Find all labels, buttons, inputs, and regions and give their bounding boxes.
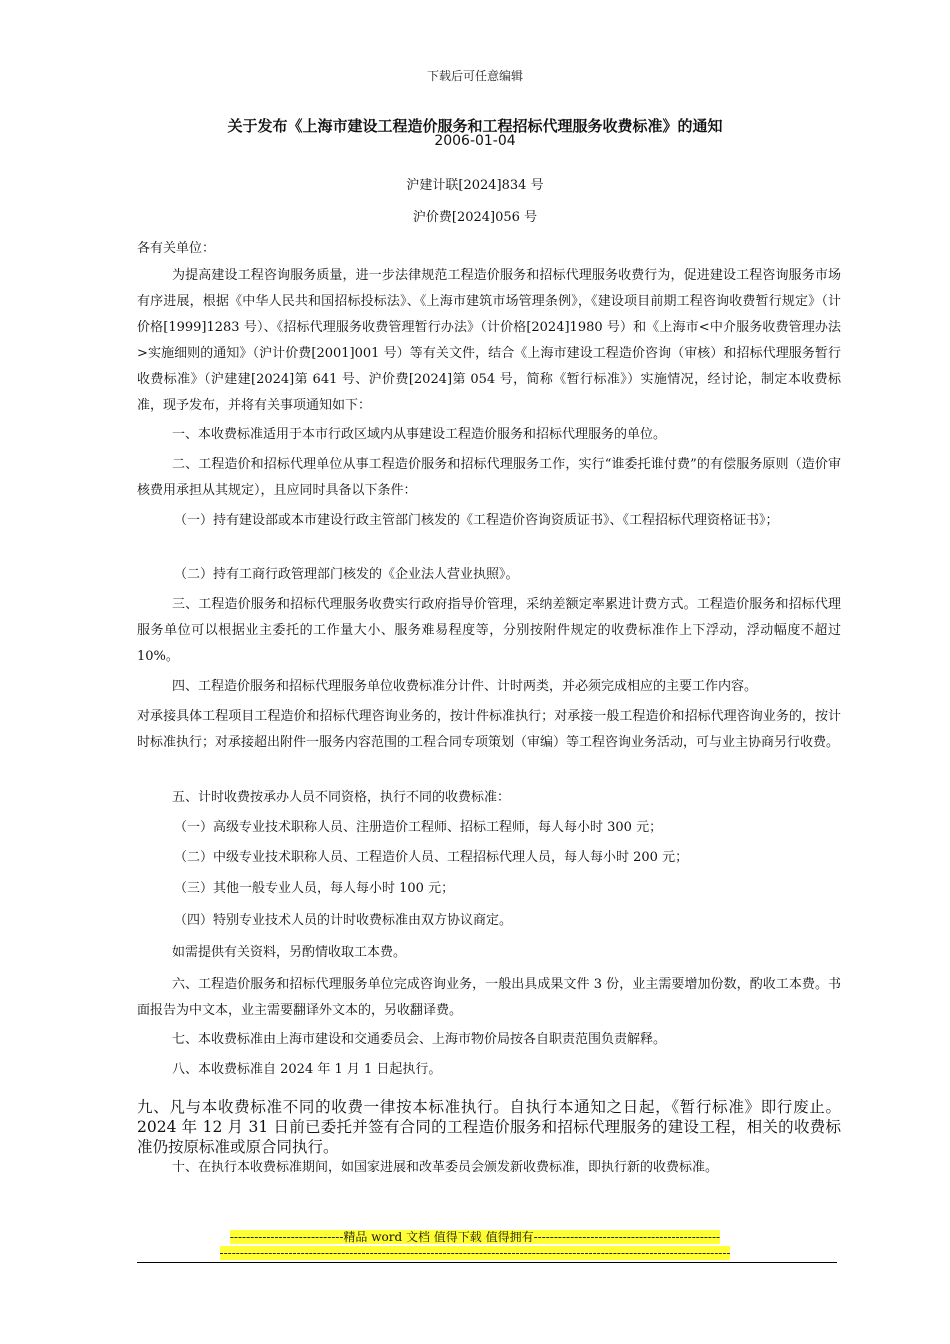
footer-banner-line-1 (0, 1229, 950, 1245)
doc-number-1: 沪建计联[2024]834 号 (406, 178, 544, 193)
item-2-2: （二）持有工商行政管理部门核发的《企业法人营业执照》。 (174, 567, 519, 582)
salutation: 各有关单位： (137, 241, 216, 256)
document-title: 关于发布《上海市建设工程造价服务和工程招标代理服务收费标准》的通知 (227, 117, 723, 135)
item-6: 六、工程造价服务和招标代理服务单位完成咨询业务，一般出具成果文件 3 份，业主需要增加份数，酌收工本费。书面报告为中文本，业主需要翻译外文本的，另收翻译费。 (137, 977, 841, 1018)
intro-paragraph: 为提高建设工程咨询服务质量，进一步法律规范工程造价服务和招标代理服务收费行为，促进建设工程咨询服务市场有序进展，根据《中华人民共和国招标投标法》、《上海市建筑市场管理条例》，《建设项目前期工程咨询收费暂行规定》（计价格[1999]1283 号）、《招标代理服务收费管理暂行办法》（计价格[2024]1980 号）和《上海市<中介服务收费管理办法>实施细则的通知》（沪计价费[2001]001 号）等有关文件，结合《上海市建设工程造价咨询（审核）和招标代理服务暂行收费标准》（沪建建[2024]第 641 号、沪价费[2024]第 054 号，简称《暂行标准》）实施情况，经讨论，制定本收费标准，现予发布，并将有关事项通知如下： (137, 268, 841, 413)
item-3: 三、工程造价服务和招标代理服务收费实行政府指导价管理，采纳差额定率累进计费方式。工程造价服务和招标代理服务单位可以根据业主委托的工作量大小、服务难易程度等，分别按附件规定的收费标准作上下浮动，浮动幅度不超过 10%。 (137, 597, 841, 664)
doc-number-2: 沪价费[2024]056 号 (412, 210, 538, 225)
item-5-2: （二）中级专业技术职称人员、工程造价人员、工程招标代理人员，每人每小时 200 元； (174, 850, 689, 865)
footer-banner-text-2: ------------------------------------------------------------------------------------------------------------------------------ (219, 1246, 731, 1260)
footer-rule (137, 1262, 837, 1263)
item-5-3: （三）其他一般专业人员，每人每小时 100 元； (174, 881, 455, 896)
document-date: 2006-01-04 (434, 133, 516, 149)
item-8: 八、本收费标准自 2024 年 1 月 1 日起执行。 (172, 1062, 442, 1077)
item-2-1: （一）持有建设部或本市建设行政主管部门核发的《工程造价咨询资质证书》、《工程招标代理资格证书》； (174, 513, 779, 528)
item-5-4: （四）特别专业技术人员的计时收费标准由双方协议商定。 (174, 913, 513, 928)
item-5-1: （一）高级专业技术职称人员、注册造价工程师、招标工程师，每人每小时 300 元； (174, 820, 663, 835)
footer-banner-text-1: ----------------------------精品 word 文档 值得下载 值得拥有---------------------------------------------- (229, 1230, 721, 1244)
item-4: 四、工程造价服务和招标代理服务单位收费标准分计件、计时两类，并必须完成相应的主要工作内容。 (172, 679, 758, 694)
item-7: 七、本收费标准由上海市建设和交通委员会、上海市物价局按各自职责范围负责解释。 (172, 1032, 667, 1047)
item-5-note: 如需提供有关资料，另酌情收取工本费。 (172, 945, 407, 960)
item-2: 二、工程造价和招标代理单位从事工程造价服务和招标代理服务工作，实行“谁委托谁付费”的有偿服务原则（造价审核费用承担从其规定），且应同时具备以下条件： (137, 457, 841, 498)
item-5: 五、计时收费按承办人员不同资格，执行不同的收费标准： (172, 790, 511, 805)
item-1: 一、本收费标准适用于本市行政区域内从事建设工程造价服务和招标代理服务的单位。 (172, 427, 667, 442)
item-4-continued: 对承接具体工程项目工程造价和招标代理咨询业务的，按计件标准执行；对承接一般工程造价和招标代理咨询业务的，按计时标准执行；对承接超出附件一服务内容范围的工程合同专项策划（审编）等工程咨询业务活动，可与业主协商另行收费。 (137, 709, 841, 750)
item-9: 九、凡与本收费标准不同的收费一律按本标准执行。自执行本通知之日起，《暂行标准》即行废止。2024 年 12 月 31 日前已委托并签有合同的工程造价服务和招标代理服务的建设工程，相关的收费标准仍按原标准或原合同执行。 (137, 1098, 841, 1156)
top-note: 下载后可任意编辑 (426, 69, 523, 83)
footer-banner-line-2 (0, 1245, 950, 1261)
item-10: 十、在执行本收费标准期间，如国家进展和改革委员会颁发新收费标准，即执行新的收费标准。 (172, 1160, 719, 1175)
